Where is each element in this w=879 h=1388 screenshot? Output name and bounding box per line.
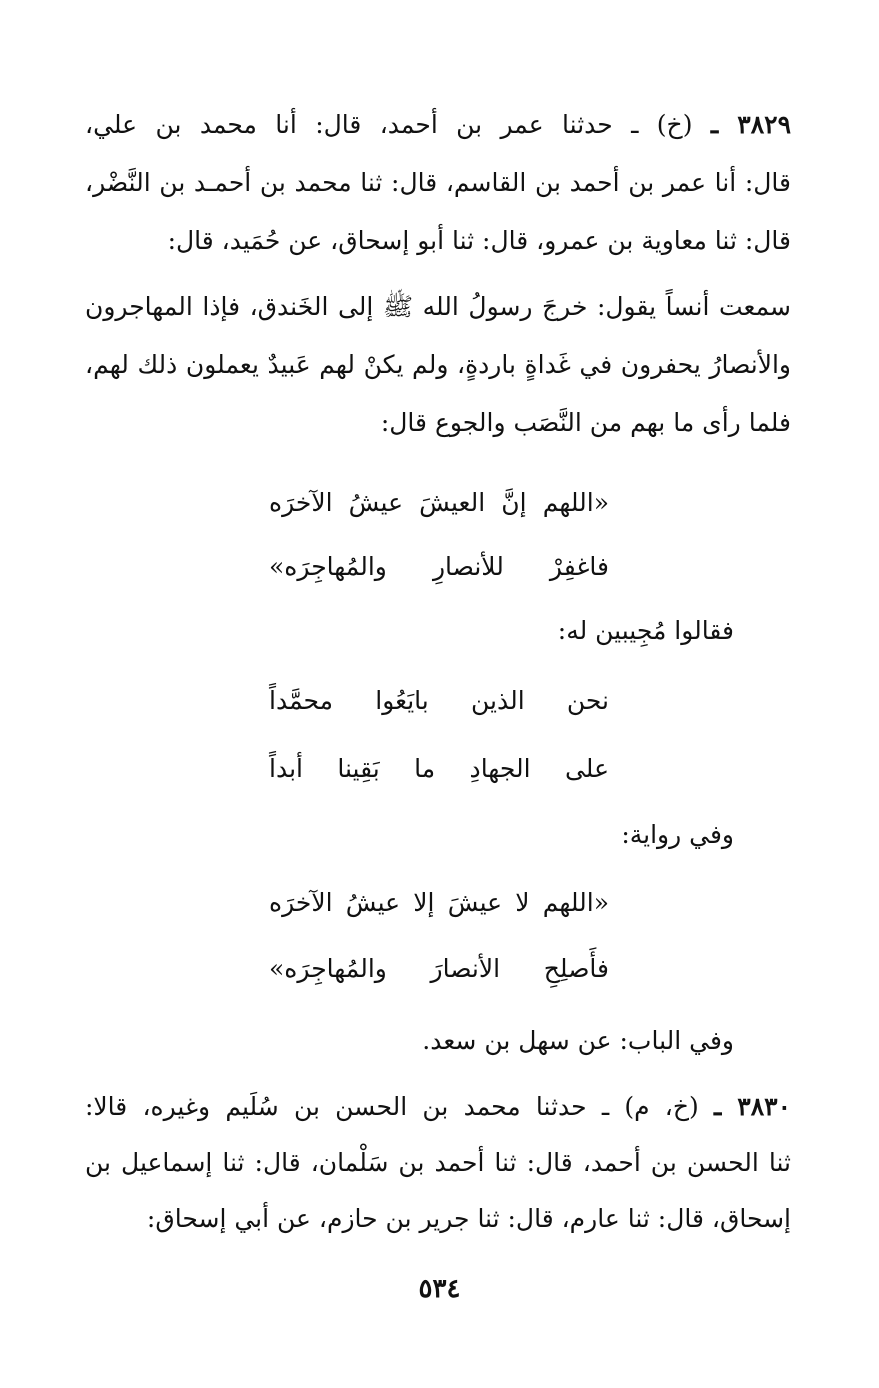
hadith-3829-line-1	[85, 108, 791, 142]
hadith-3829-number: ٣٨٢٩ ـ	[710, 110, 791, 139]
hadith-3829-line-3: قال: ثنا معاوية بن عمرو، قال: ثنا أبو إسحاق، عن حُمَيد، قال:	[167, 226, 791, 255]
verse-3-hemistich-a: «اللهم لا عيشَ إلا عيشُ الآخرَه	[269, 888, 609, 917]
hadith-3830-line-1-text: (خ، م) ـ حدثنا محمد بن الحسن بن سُلَيم وغيره، قالا:	[85, 1092, 699, 1121]
verse-2-hemistich-b: على الجهادِ ما بَقِينا أبداً	[269, 754, 609, 783]
reply-intro: فقالوا مُجِيبين له:	[557, 616, 734, 645]
hadith-3830-line-3: إسحاق، قال: ثنا عارم، قال: ثنا جرير بن حازم، عن أبي إسحاق:	[146, 1204, 791, 1233]
hadith-3829-line-1-text: (خ) ـ حدثنا عمر بن أحمد، قال: أنا محمد بن علي،	[85, 110, 693, 139]
hadith-3830-number: ٣٨٣٠ ـ	[713, 1092, 791, 1121]
hadith-3829-line-6: فلما رأى ما بهم من النَّصَب والجوع قال:	[380, 408, 791, 437]
hadith-3830-line-1	[85, 1090, 791, 1124]
riwaya-intro: وفي رواية:	[621, 820, 734, 849]
verse-3-hemistich-b: فأَصلِحِ الأنصارَ والمُهاجِرَه»	[269, 954, 609, 983]
verse-1-hemistich-a: «اللهم إنَّ العيشَ عيشُ الآخرَه	[269, 488, 609, 517]
bab-note: وفي الباب: عن سهل بن سعد.	[422, 1026, 734, 1055]
hadith-3830-line-2: ثنا الحسن بن أحمد، قال: ثنا أحمد بن سَلْمان، قال: ثنا إسماعيل بن	[85, 1148, 791, 1177]
verse-2-hemistich-a: نحن الذين بايَعُوا محمَّداً	[269, 686, 609, 715]
hadith-3829-line-2: قال: أنا عمر بن أحمد بن القاسم، قال: ثنا محمد بن أحمـد بن النَّضْر،	[85, 168, 791, 197]
page-number: ٥٣٤	[418, 1274, 461, 1304]
hadith-3829-line-5: والأنصارُ يحفرون في غَداةٍ باردةٍ، ولم يكنْ لهم عَبيدٌ يعملون ذلك لهم،	[85, 350, 791, 379]
hadith-3829-line-4: سمعت أنساً يقول: خرجَ رسولُ الله ﷺ إلى الخَندق، فإذا المهاجرون	[85, 292, 791, 321]
verse-1-hemistich-b: فاغفِرْ للأنصارِ والمُهاجِرَه»	[269, 552, 609, 581]
